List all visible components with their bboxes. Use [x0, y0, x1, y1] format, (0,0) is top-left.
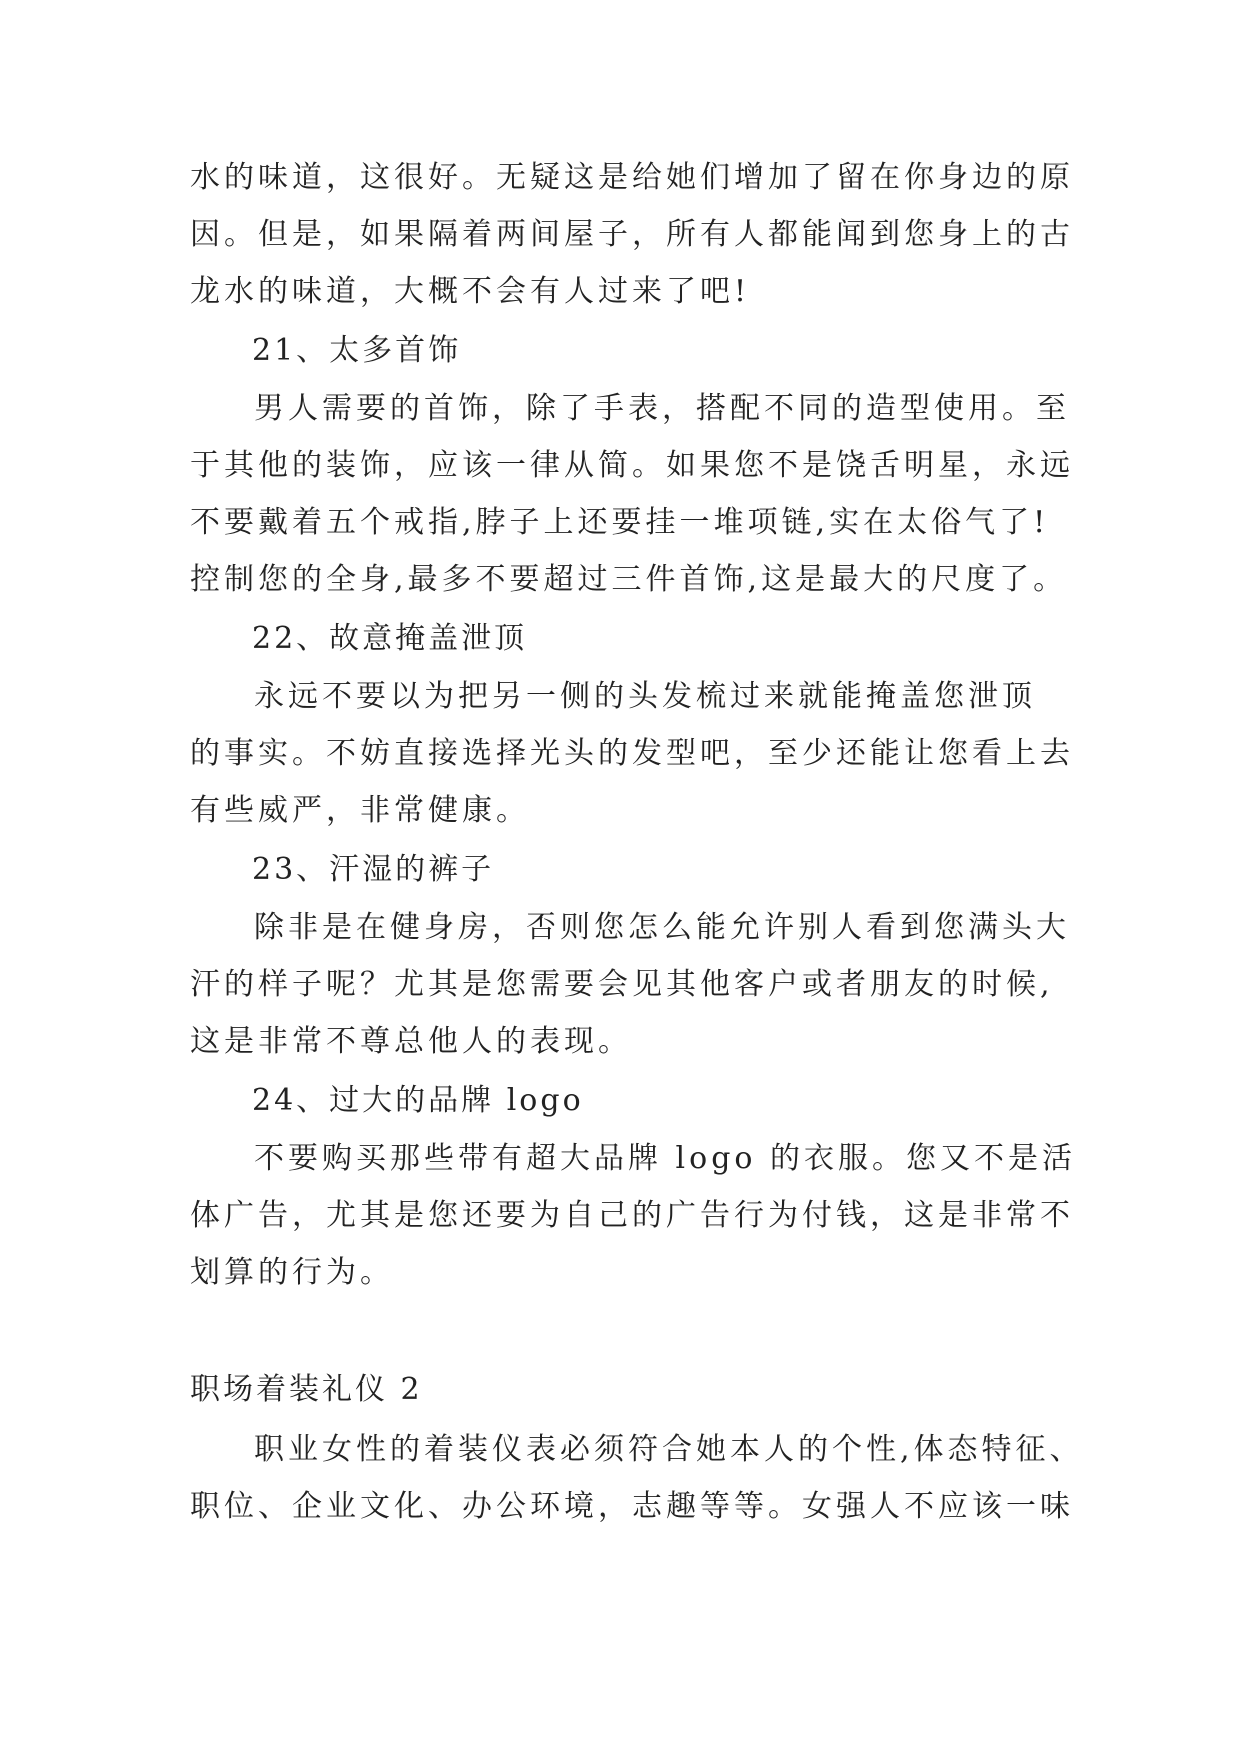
- body-text-line: 不要戴着五个戒指,脖子上还要挂一堆项链,实在太俗气了!: [190, 505, 1050, 540]
- article-title: 职场着装礼仪 2: [190, 1372, 423, 1407]
- paragraph-first-line: 男人需要的首饰，除了手表，搭配不同的造型使用。至: [254, 391, 1070, 426]
- section-heading: 21、太多首饰: [252, 333, 462, 368]
- section-heading: 24、过大的品牌 logo: [252, 1083, 584, 1118]
- body-text-line: 有些威严，非常健康。: [190, 793, 530, 828]
- paragraph-first-line: 不要购买那些带有超大品牌 logo 的衣服。您又不是活: [254, 1141, 1076, 1176]
- body-text-line: 因。但是，如果隔着两间屋子，所有人都能闻到您身上的古: [190, 217, 1074, 252]
- body-text-line: 水的味道，这很好。无疑这是给她们增加了留在你身边的原: [190, 160, 1074, 195]
- body-text-line: 划算的行为。: [190, 1255, 394, 1290]
- paragraph-first-line: 永远不要以为把另一侧的头发梳过来就能掩盖您泄顶: [254, 679, 1036, 714]
- body-text-line: 这是非常不尊总他人的表现。: [190, 1024, 632, 1059]
- body-text-line: 的事实。不妨直接选择光头的发型吧，至少还能让您看上去: [190, 736, 1074, 771]
- body-text-line: 控制您的全身,最多不要超过三件首饰,这是最大的尺度了。: [190, 562, 1068, 597]
- section-heading: 23、汗湿的裤子: [252, 852, 495, 887]
- section-heading: 22、故意掩盖泄顶: [252, 621, 528, 656]
- body-text-line: 于其他的装饰，应该一律从简。如果您不是饶舌明星，永远: [190, 448, 1074, 483]
- body-text-line: 龙水的味道，大概不会有人过来了吧!: [190, 274, 751, 309]
- body-text-line: 体广告，尤其是您还要为自己的广告行为付钱，这是非常不: [190, 1198, 1074, 1233]
- body-text-line: 职位、企业文化、办公环境，志趣等等。女强人不应该一味: [190, 1489, 1074, 1524]
- paragraph-first-line: 除非是在健身房，否则您怎么能允许别人看到您满头大: [254, 910, 1070, 945]
- paragraph-first-line: 职业女性的着装仪表必须符合她本人的个性,体态特征、: [254, 1432, 1084, 1467]
- body-text-line: 汗的样子呢？尤其是您需要会见其他客户或者朋友的时候,: [190, 967, 1054, 1002]
